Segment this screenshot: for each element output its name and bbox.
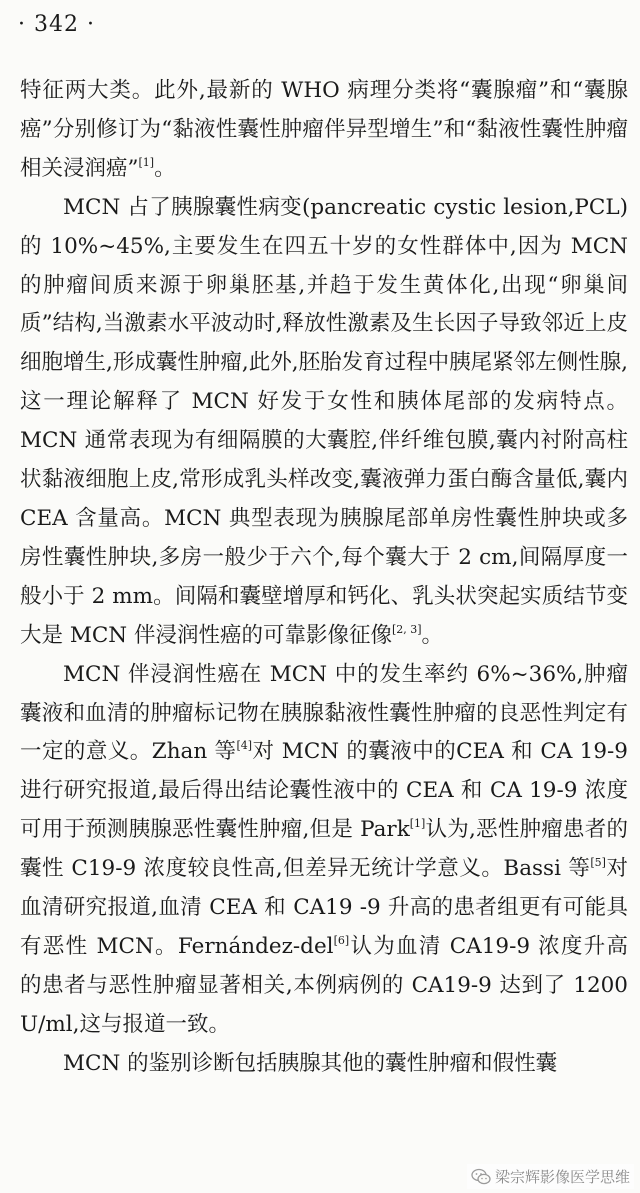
paragraph bbox=[20, 189, 628, 656]
watermark-text: 梁宗辉影像医学思维 bbox=[494, 1168, 630, 1186]
citation-ref: [1] bbox=[138, 155, 155, 169]
paragraph-text: 认为血清 CA19-9 浓度升高的患者与恶性肿瘤显著相关,本例病例的 CA19-9 达到了 1200 U/ml,这与报道一致。 bbox=[20, 933, 629, 1037]
paragraph bbox=[20, 656, 628, 1045]
article-body bbox=[20, 72, 628, 1084]
citation-ref: [4] bbox=[236, 739, 253, 753]
paragraph bbox=[20, 1045, 628, 1084]
citation-ref: [2, 3] bbox=[391, 622, 422, 636]
paragraph-text: MCN 占了胰腺囊性病变(pancreatic cystic lesion,PCL)的 10%~45%,主要发生在四五十岁的女性群体中,因为 MCN 的肿瘤间质来源于卵巢胚基,并趋于发生黄体化,出现“卵巢间质”结构,当激素水平波动时,释放性激素及生长因子导致邻近上皮细胞增生,形成囊性肿瘤,此外,胚胎发育过程中胰尾紧邻左侧性腺,这一理论解释了 MCN 好发于女性和胰体尾部的发病特点。MCN 通常表现为有细隔膜的大囊腔,伴纤维包膜,囊内衬附高柱状黏液细胞上皮,常形成乳头样改变,囊液弹力蛋白酶含量低,囊内 CEA 含量高。MCN 典型表现为胰腺尾部单房性囊性肿块或多房性囊性肿块,多房一般少于六个,每个囊大于 2 cm,间隔厚度一般小于 2 mm。间隔和囊壁增厚和钙化、乳头状突起实质结节变大是 MCN 伴浸润性癌的可靠影像征像 bbox=[20, 194, 628, 648]
paragraph-text: 对血清研究报道,血清 CEA 和 CA19 -9 升高的患者组更有可能具有恶性 MCN。Fernández-del bbox=[20, 856, 628, 959]
paragraph-text: MCN 伴浸润性癌在 MCN 中的发生率约 6%~36%,肿瘤囊液和血清的肿瘤标记物在胰腺黏液性囊性肿瘤的良恶性判定有一定的意义。Zhan 等 bbox=[20, 661, 628, 765]
paragraph-text: 。 bbox=[421, 622, 444, 648]
citation-ref: [5] bbox=[590, 856, 606, 870]
wechat-icon bbox=[471, 1168, 491, 1186]
citation-ref: [1] bbox=[409, 817, 426, 831]
paragraph-text: 特征两大类。此外,最新的 WHO 病理分类将“囊腺瘤”和“囊腺癌”分别修订为“黏液性囊性肿瘤伴异型增生”和“黏液性囊性肿瘤相关浸润癌” bbox=[20, 78, 628, 181]
paragraph-text: 认为,恶性肿瘤患者的囊性 C19-9 浓度较良性高,但差异无统计学意义。Bassi 等 bbox=[20, 817, 628, 882]
paragraph-text: MCN 的鉴别诊断包括胰腺其他的囊性肿瘤和假性囊 bbox=[63, 1050, 558, 1076]
citation-ref: [6] bbox=[333, 933, 350, 947]
watermark bbox=[467, 1164, 634, 1189]
page-number: · 342 · bbox=[18, 12, 95, 37]
paragraph-text: 对 MCN 的囊液中的CEA 和 CA 19-9 进行研究报道,最后得出结论囊性液中的 CEA 和 CA 19-9 浓度可用于预测胰腺恶性囊性肿瘤,但是 Park bbox=[20, 739, 628, 843]
paragraph-text: 。 bbox=[154, 155, 176, 181]
paragraph bbox=[20, 72, 628, 189]
